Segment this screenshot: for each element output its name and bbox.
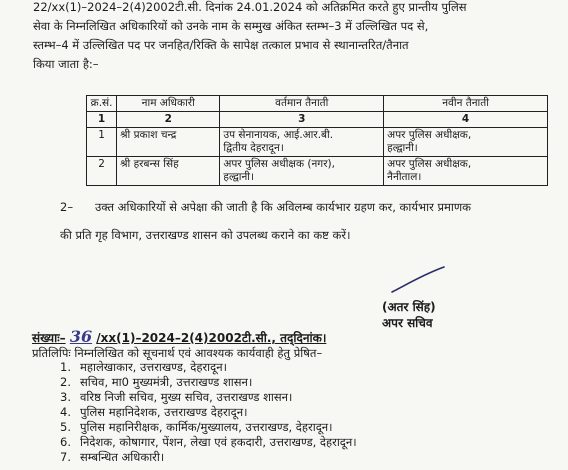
- list-item: 6. निदेशक, कोषागार, पेंशन, लेखा एवं हकदारी, उत्तराखण्ड, देहरादून।: [60, 435, 357, 449]
- para-2-number: 2–: [60, 200, 74, 214]
- intro-line-2: सेवा के निम्नलिखित अधिकारियों को उनके नाम के सम्मुख अंकित स्तम्भ–3 में उल्लिखित पद से,: [33, 19, 429, 33]
- column-number-2: 2: [117, 112, 220, 128]
- list-item: 2. सचिव, मा0 मुख्यमंत्री, उत्तराखण्ड शासन।: [60, 375, 253, 389]
- list-item: 3. वरिष्ठ निजी सचिव, मुख्य सचिव, उत्तराखण्ड शासन।: [60, 390, 293, 404]
- header-new-posting: नवीन तैनाती: [384, 96, 548, 112]
- row-officer-name: श्री हरबन्स सिंह: [117, 157, 220, 186]
- intro-line-1: 22/xx(1)–2024–2(4)2002टी.सी. दिनांक 24.01.2024 को अतिक्रमित करते हुए प्रान्तीय पुलिस: [33, 0, 467, 14]
- row-new-posting: [384, 157, 548, 186]
- para-2-line-1: उक्त अधिकारियों से अपेक्षा की जाती है कि अविलम्ब कार्यभार ग्रहण कर, कार्यभार प्रमाणक: [95, 200, 472, 214]
- list-item: 4. पुलिस महानिदेशक, उत्तराखण्ड देहरादून।: [60, 405, 248, 419]
- list-item: 5. पुलिस महानिरीक्षक, कार्मिक/मुख्यालय, उत्तराखण्ड, देहरादून।: [60, 420, 333, 434]
- column-number-1: 1: [87, 112, 117, 128]
- new-posting-line: अपर पुलिस अधीक्षक,: [387, 129, 472, 141]
- copy-to-intro: प्रतिलिपिः निम्नलिखित को सूचनार्थ एवं आवश्यक कार्यवाही हेतु प्रेषित–: [32, 346, 323, 360]
- posting-table: [86, 95, 548, 186]
- current-posting-line: द्वितीय देहरादून।: [223, 142, 284, 154]
- table-row: [87, 128, 548, 157]
- header-current-posting: वर्तमान तैनाती: [220, 96, 384, 112]
- table-header-row: [87, 96, 548, 112]
- new-posting-line: हल्द्वानी।: [387, 142, 418, 154]
- signatory-designation: अपर सचिव: [382, 316, 433, 330]
- reference-file-number: /xx(1)–2024–2(4)2002टी.सी., तद्‌दिनांक।: [96, 331, 327, 345]
- column-number-3: 3: [220, 112, 384, 128]
- table-row: [87, 157, 548, 186]
- reference-handwritten-number: 36: [69, 327, 93, 346]
- new-posting-line: अपर पुलिस अधीक्षक,: [387, 158, 472, 170]
- current-posting-line: अपर पुलिस अधीक्षक (नगर),: [223, 158, 335, 170]
- signatory-name: (अतर सिंह): [382, 300, 436, 314]
- column-number-4: 4: [384, 112, 548, 128]
- row-serial: 1: [87, 128, 117, 157]
- copy-to-list: [60, 360, 357, 465]
- list-item: 7. सम्बन्धित अधिकारी।: [60, 450, 165, 464]
- row-new-posting: [384, 128, 548, 157]
- row-officer-name: श्री प्रकाश चन्द्र: [117, 128, 220, 157]
- intro-line-3: स्तम्भ–4 में उल्लिखित पद पर जनहित/रिक्ति के सापेक्ष तत्काल प्रभाव से स्थानान्तरित/तैनात: [33, 38, 409, 52]
- signature-stroke-icon: [388, 265, 448, 295]
- intro-line-4: किया जाता है:–: [33, 57, 99, 71]
- table-column-number-row: [87, 112, 548, 128]
- header-officer-name: नाम अधिकारी: [117, 96, 220, 112]
- new-posting-line: नैनीताल।: [387, 171, 422, 183]
- row-serial: 2: [87, 157, 117, 186]
- current-posting-line: उप सेनानायक, आई.आर.बी.: [223, 129, 334, 141]
- reference-label: संख्याः–: [32, 331, 66, 345]
- list-item: 1. महालेखाकार, उत्तराखण्ड, देहरादून।: [60, 360, 227, 374]
- row-current-posting: [220, 157, 384, 186]
- current-posting-line: हल्द्वानी।: [223, 171, 254, 183]
- para-2-line-2: की प्रति गृह विभाग, उत्तराखण्ड शासन को उपलब्ध कराने का कष्ट करें।: [60, 228, 351, 242]
- header-serial: क्र.सं.: [87, 96, 117, 112]
- row-current-posting: [220, 128, 384, 157]
- reference-number-line: [32, 327, 326, 346]
